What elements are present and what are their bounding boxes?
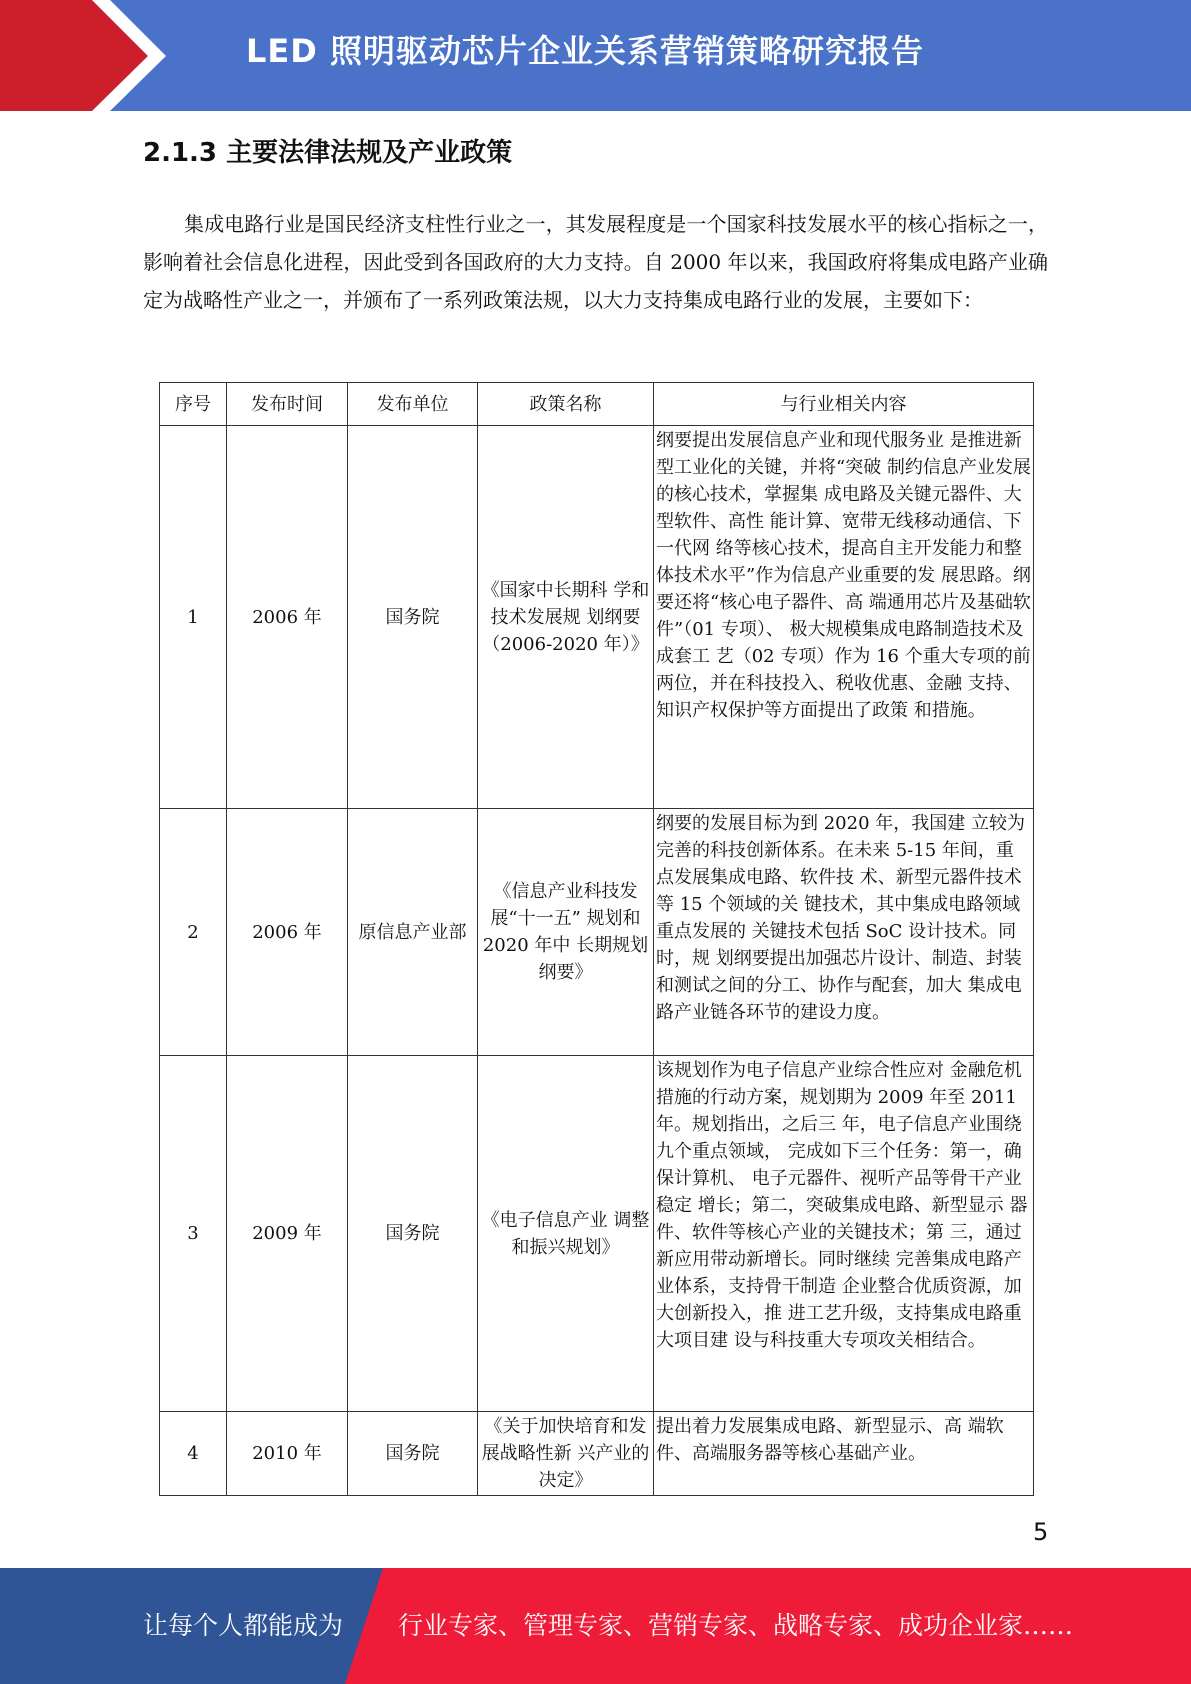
cell-no: 3 <box>160 1056 227 1412</box>
cell-content: 该规划作为电子信息产业综合性应对 金融危机措施的行动方案，规划期为 2009 年至 2011 年。规划指出，之后三 年，电子信息产业围绕九个重点领域， 完成如下三个任务：第一，确保计算机、 电子元器件、视听产品等骨干产业稳定 增长；第二，突破集成电路、新型显示 器件、软件等核心产业的关键技术；第 三，通过新应用带动新增长。同时继续 完善集成电路产业体系，支持骨干制造 企业整合优质资源，加大创新投入，推 进工艺升级，支持集成电路重大项目建 设与科技重大专项攻关相结合。 <box>654 1056 1034 1412</box>
page-footer <box>0 1568 1191 1684</box>
page-number: 5 <box>1033 1518 1049 1546</box>
cell-no: 1 <box>160 426 227 809</box>
footer-slogan-left: 让每个人都能成为 <box>143 1611 344 1640</box>
footer-slogan-right: 行业专家、管理专家、营销专家、战略专家、成功企业家…… <box>398 1611 1074 1640</box>
cell-policy-name: 《国家中长期科 学和技术发展规 划纲要（2006-2020 年）》 <box>478 426 654 809</box>
section-heading: 2.1.3 主要法律法规及产业政策 <box>143 138 513 168</box>
cell-issuer: 国务院 <box>348 1056 478 1412</box>
header-time: 发布时间 <box>227 383 348 426</box>
header-policy-name: 政策名称 <box>478 383 654 426</box>
intro-paragraph: 集成电路行业是国民经济支柱性行业之一，其发展程度是一个国家科技发展水平的核心指标之一，影响着社会信息化进程，因此受到各国政府的大力支持。自 2000 年以来，我国政府将集成电路产业确定为战略性产业之一，并颁布了一系列政策法规，以大力支持集成电路行业的发展，主要如下： <box>143 212 1048 312</box>
policy-table <box>159 382 1034 1496</box>
cell-time: 2006 年 <box>227 809 348 1056</box>
cell-time: 2009 年 <box>227 1056 348 1412</box>
cell-no: 4 <box>160 1412 227 1496</box>
cell-time: 2010 年 <box>227 1412 348 1496</box>
cell-policy-name: 《电子信息产业 调整和振兴规划》 <box>478 1056 654 1412</box>
table-row <box>160 809 1034 1056</box>
table-row <box>160 426 1034 809</box>
cell-policy-name: 《关于加快培育和发展战略性新 兴产业的决定》 <box>478 1412 654 1496</box>
table-row <box>160 1056 1034 1412</box>
table-header-row <box>160 383 1034 426</box>
cell-issuer: 国务院 <box>348 1412 478 1496</box>
cell-policy-name: 《信息产业科技发展“十一五” 规划和 2020 年中 长期规划纲要》 <box>478 809 654 1056</box>
cell-time: 2006 年 <box>227 426 348 809</box>
cell-no: 2 <box>160 809 227 1056</box>
header-issuer: 发布单位 <box>348 383 478 426</box>
header-content: 与行业相关内容 <box>654 383 1034 426</box>
cell-content: 提出着力发展集成电路、新型显示、高 端软件、高端服务器等核心基础产业。 <box>654 1412 1034 1496</box>
page-header <box>0 0 1191 111</box>
header-no: 序号 <box>160 383 227 426</box>
report-title: LED 照明驱动芯片企业关系营销策略研究报告 <box>246 32 924 70</box>
cell-issuer: 原信息产业部 <box>348 809 478 1056</box>
cell-content: 纲要的发展目标为到 2020 年，我国建 立较为完善的科技创新体系。在未来 5-15 年间，重点发展集成电路、软件技 术、新型元器件技术等 15 个领域的关 键技术，其中集成电路领域重点发展的 关键技术包括 SoC 设计技术。同时，规 划纲要提出加强芯片设计、制造、封装 和测试之间的分工、协作与配套，加大 集成电路产业链各环节的建设力度。 <box>654 809 1034 1056</box>
cell-issuer: 国务院 <box>348 426 478 809</box>
cell-content: 纲要提出发展信息产业和现代服务业 是推进新型工业化的关键，并将“突破 制约信息产业发展的核心技术，掌握集 成电路及关键元器件、大型软件、高性 能计算、宽带无线移动通信、下一代网 络等核心技术，提高自主开发能力和整 体技术水平”作为信息产业重要的发 展思路。纲要还将“核心电子器件、高 端通用芯片及基础软件”（01 专项）、 极大规模集成电路制造技术及成套工 艺（02 专项）作为 16 个重大专项的前 两位，并在科技投入、税收优惠、金融 支持、知识产权保护等方面提出了政策 和措施。 <box>654 426 1034 809</box>
table-row <box>160 1412 1034 1496</box>
